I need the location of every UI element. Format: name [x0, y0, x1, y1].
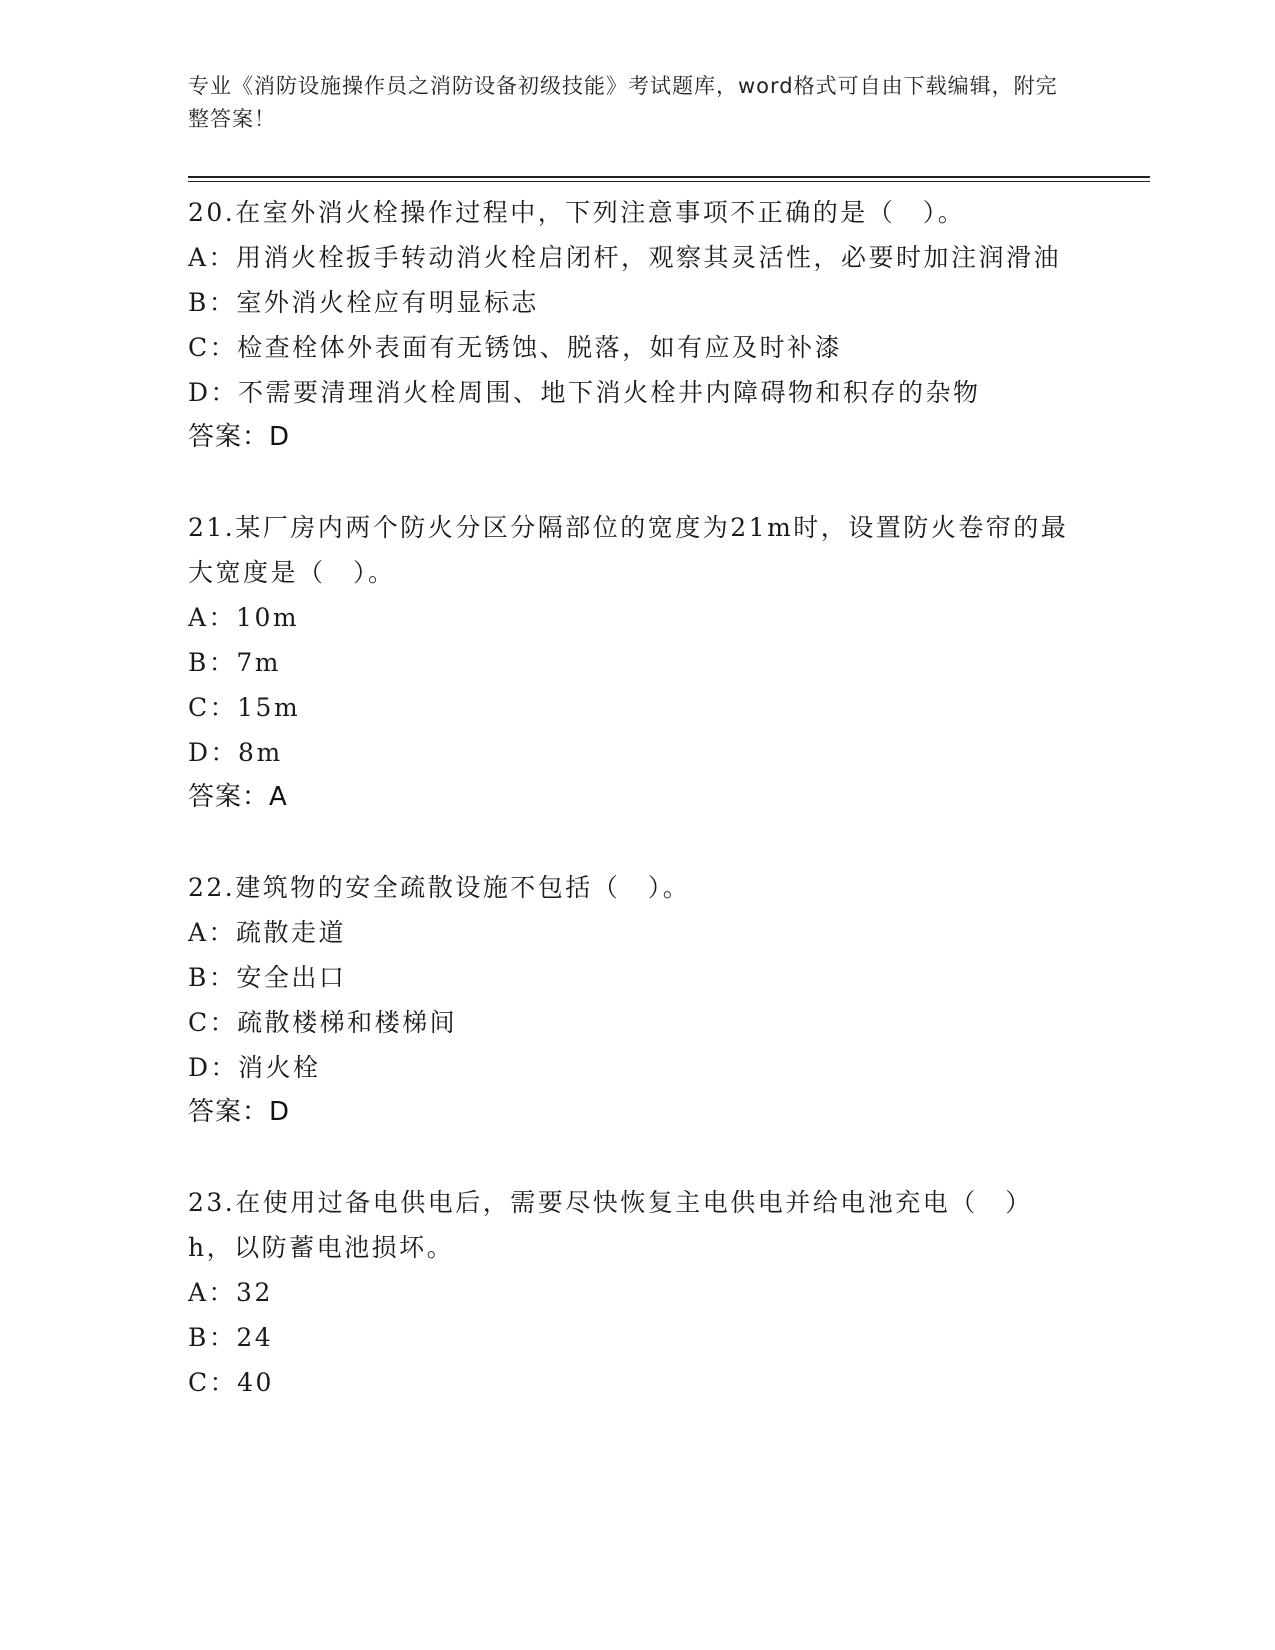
option-d: D：消火栓	[188, 1053, 321, 1082]
option-a: A：10m	[188, 603, 300, 632]
header-divider-thin	[188, 181, 1150, 182]
question-22	[188, 865, 1088, 1135]
answer-label: 答案：A	[188, 782, 288, 812]
question-23	[188, 1180, 1088, 1405]
option-b: B：室外消火栓应有明显标志	[188, 288, 539, 317]
question-21	[188, 505, 1088, 820]
question-list	[188, 190, 1088, 1450]
option-c: C：检查栓体外表面有无锈蚀、脱落，如有应及时补漆	[188, 333, 843, 362]
option-c: C：15m	[188, 693, 301, 722]
option-d: D：8m	[188, 738, 283, 767]
document-header: 专业《消防设施操作员之消防设备初级技能》考试题库，word格式可自由下载编辑，附完整答案！	[188, 74, 1058, 131]
question-stem: 22.建筑物的安全疏散设施不包括（ ）。	[188, 873, 691, 902]
option-b: B：24	[188, 1323, 274, 1352]
question-stem: 23.在使用过备电供电后，需要尽快恢复主电供电并给电池充电（ ）h，以防蓄电池损坏。	[188, 1188, 1033, 1262]
answer-label: 答案：D	[188, 422, 291, 452]
question-stem: 20.在室外消火栓操作过程中，下列注意事项不正确的是（ ）。	[188, 198, 966, 227]
header-divider-thick	[188, 176, 1150, 178]
option-c: C：40	[188, 1368, 274, 1397]
option-a: A：疏散走道	[188, 918, 347, 947]
question-20	[188, 190, 1088, 460]
answer-label: 答案：D	[188, 1097, 291, 1127]
option-a: A：32	[188, 1278, 273, 1307]
option-d: D：不需要清理消火栓周围、地下消火栓井内障碍物和积存的杂物	[188, 378, 981, 407]
option-c: C：疏散楼梯和楼梯间	[188, 1008, 458, 1037]
question-stem: 21.某厂房内两个防火分区分隔部位的宽度为21m时，设置防火卷帘的最大宽度是（ ）。	[188, 513, 1069, 587]
option-b: B：7m	[188, 648, 281, 677]
option-b: B：安全出口	[188, 963, 347, 992]
option-a: A：用消火栓扳手转动消火栓启闭杆，观察其灵活性，必要时加注润滑油	[188, 243, 1062, 272]
